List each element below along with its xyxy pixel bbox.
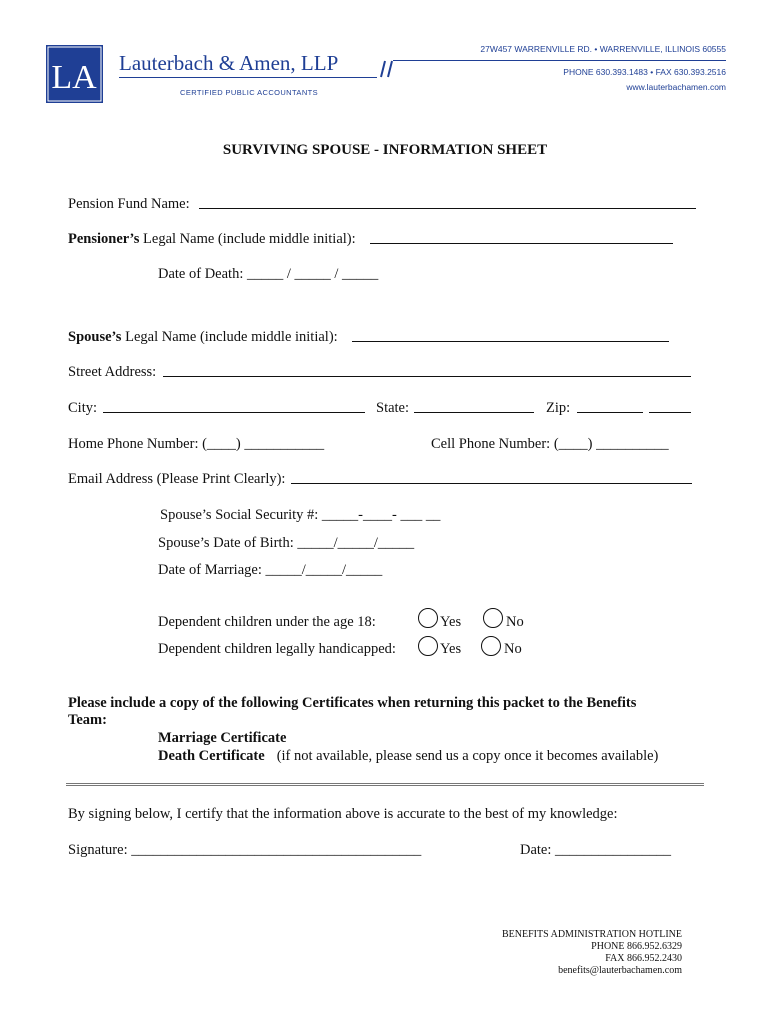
pension-fund-label: Pension Fund Name: <box>68 196 190 212</box>
under-18-yes-label: Yes <box>440 614 462 630</box>
marriage-certificate-item: Marriage Certificate <box>158 730 287 746</box>
dependents-handicapped-label: Dependent children legally handicapped: <box>158 641 396 657</box>
pensioner-label-rest: Legal Name (include middle initial): <box>139 231 356 247</box>
spouse-label-rest: Legal Name (include middle initial): <box>121 329 338 345</box>
handicapped-no-radio[interactable] <box>481 636 501 656</box>
zip-label: Zip: <box>546 400 571 416</box>
firm-address: 27W457 WARRENVILLE RD. • WARRENVILLE, ILLINOIS 60555 <box>480 44 726 54</box>
firm-name: Lauterbach & Amen, LLP <box>119 51 339 75</box>
hotline-heading: BENEFITS ADMINISTRATION HOTLINE <box>502 929 682 940</box>
spouse-label-bold: Spouse’s <box>68 329 122 345</box>
handicapped-yes-radio[interactable] <box>418 636 438 656</box>
address-rule <box>393 60 726 61</box>
certificates-instruction: Please include a copy of the following Certificates when returning this packet to the Benefits <box>68 695 637 711</box>
pensioner-label-bold: Pensioner’s <box>68 231 140 247</box>
firm-phone-fax: PHONE 630.393.1483 • FAX 630.393.2516 <box>563 67 726 77</box>
handicapped-yes-label: Yes <box>440 641 462 657</box>
pension-fund-field[interactable] <box>199 208 696 209</box>
under-18-yes-radio[interactable] <box>418 608 438 628</box>
signature-date-field[interactable]: Date: ________________ <box>520 842 672 858</box>
spouse-name-label <box>68 329 338 346</box>
email-label: Email Address (Please Print Clearly): <box>68 471 286 487</box>
hotline-phone: PHONE 866.952.6329 <box>591 941 682 952</box>
section-divider <box>66 783 704 786</box>
street-address-label: Street Address: <box>68 364 157 380</box>
hotline-fax: FAX 866.952.2430 <box>605 953 682 964</box>
zip-field[interactable] <box>577 412 643 413</box>
certification-statement: By signing below, I certify that the information above is accurate to the best of my knowledge: <box>68 806 618 822</box>
cell-phone-field[interactable]: Cell Phone Number: (____) __________ <box>431 436 669 452</box>
slash-divider-icon <box>380 60 394 83</box>
state-field[interactable] <box>414 412 534 413</box>
date-of-death-field[interactable]: Date of Death: _____ / _____ / _____ <box>158 266 379 282</box>
death-certificate-note: (if not available, please send us a copy once it becomes available) <box>276 748 659 764</box>
page-title: SURVIVING SPOUSE - INFORMATION SHEET <box>222 142 548 158</box>
death-certificate-label: Death Certificate <box>158 748 265 764</box>
date-of-birth-field[interactable]: Spouse’s Date of Birth: _____/_____/_____ <box>158 535 415 551</box>
email-field[interactable] <box>291 483 692 484</box>
under-18-no-label: No <box>506 614 524 630</box>
certificates-instruction-cont: Team: <box>68 712 107 728</box>
state-label: State: <box>376 400 410 416</box>
city-label: City: <box>68 400 98 416</box>
home-phone-field[interactable]: Home Phone Number: (____) ___________ <box>68 436 325 452</box>
city-field[interactable] <box>103 412 365 413</box>
ssn-field[interactable]: Spouse’s Social Security #: _____-____- ___ __ <box>160 507 441 523</box>
logo-letters: LA <box>51 59 97 96</box>
zip-extension-field[interactable] <box>649 412 691 413</box>
death-certificate-item <box>158 748 658 765</box>
firm-logo-mark <box>46 45 103 103</box>
date-of-marriage-field[interactable]: Date of Marriage: _____/_____/_____ <box>158 562 383 578</box>
under-18-no-radio[interactable] <box>483 608 503 628</box>
firm-name-rule <box>119 77 377 78</box>
spouse-name-field[interactable] <box>352 341 669 342</box>
firm-logo <box>46 45 103 103</box>
pensioner-name-field[interactable] <box>370 243 673 244</box>
dependents-under-18-label: Dependent children under the age 18: <box>158 614 376 630</box>
street-address-field[interactable] <box>163 376 691 377</box>
hotline-email: benefits@lauterbachamen.com <box>558 965 682 976</box>
firm-tagline: CERTIFIED PUBLIC ACCOUNTANTS <box>180 88 319 97</box>
handicapped-no-label: No <box>504 641 522 657</box>
signature-field[interactable]: Signature: ________________________________________ <box>68 842 422 858</box>
firm-website: www.lauterbachamen.com <box>626 82 726 92</box>
pensioner-name-label <box>68 231 356 248</box>
